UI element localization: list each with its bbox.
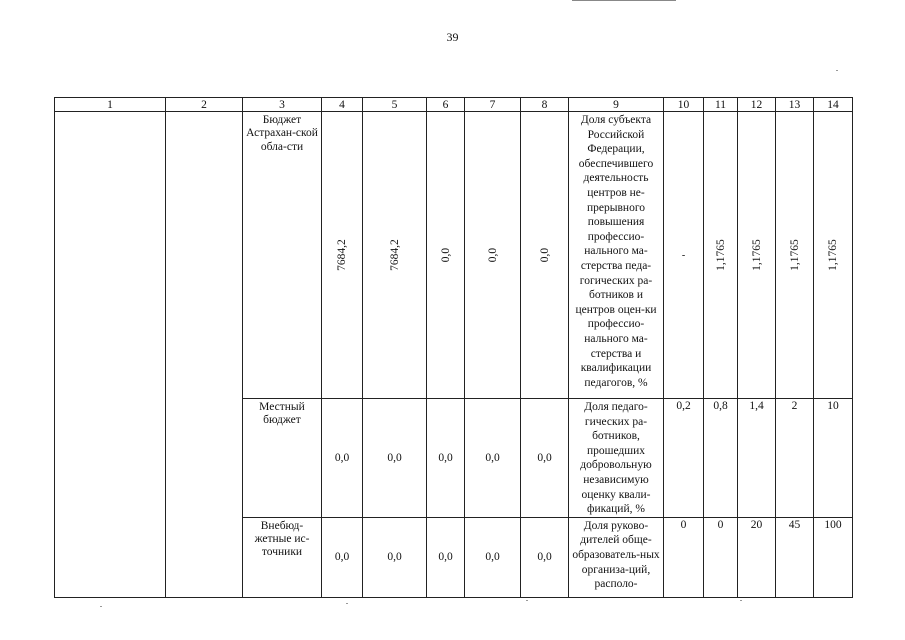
indicator-text: Доля педаго-гических ра-ботников, прошедших добровольную независимую оценку квали-фикаций, %: [569, 399, 664, 518]
col-header-11: 11: [704, 98, 738, 112]
value-c12: 1,4: [738, 399, 776, 518]
value-c10: 0: [664, 517, 704, 597]
scan-speck: [346, 603, 348, 604]
value-c13: 2: [776, 399, 814, 518]
value-c11: 1,1765: [714, 239, 727, 271]
cell-c12: [738, 112, 776, 399]
cell-col1: [55, 112, 166, 598]
col-header-13: 13: [776, 98, 814, 112]
scan-speck: [100, 606, 102, 607]
cell-c11: [704, 112, 738, 399]
value-c7: 0,0: [486, 247, 499, 263]
col-header-2: 2: [166, 98, 243, 112]
cell-c7: [465, 112, 521, 399]
scan-speck: [526, 600, 528, 601]
scan-speck: [836, 70, 838, 71]
indicator-text: Доля руково-дителей обще-образователь-ных организа-ций, располо-: [569, 517, 664, 597]
value-c4: 7684,2: [336, 239, 348, 271]
value-c5: 0,0: [363, 399, 427, 518]
value-c8: 0,0: [521, 399, 569, 518]
col-header-14: 14: [814, 98, 853, 112]
value-c5: 7684,2: [388, 239, 401, 271]
cell-col2: [166, 112, 243, 598]
table-row: [55, 112, 853, 399]
indicator-text: Доля субъекта Российской Федерации, обеспечившего деятельность центров не-прерывного повышения профессио-нального ма-стерства педа-гогических ра-ботников и центров оцен-ки профессио-нального ма-стерства и квалификации педагогов, %: [569, 112, 664, 399]
value-c8: 0,0: [521, 517, 569, 597]
value-c14: 1,1765: [827, 239, 839, 271]
col-header-12: 12: [738, 98, 776, 112]
value-c13: 45: [776, 517, 814, 597]
col-header-4: 4: [322, 98, 363, 112]
value-c7: 0,0: [465, 399, 521, 518]
funding-source: Внебюд-жетные ис-точники: [243, 517, 322, 597]
col-header-5: 5: [363, 98, 427, 112]
col-header-3: 3: [243, 98, 322, 112]
value-c6: 0,0: [427, 517, 465, 597]
cell-c4: [322, 112, 363, 399]
col-header-9: 9: [569, 98, 664, 112]
col-header-7: 7: [465, 98, 521, 112]
value-c13: 1,1765: [788, 239, 801, 271]
value-c11: 0: [704, 517, 738, 597]
value-c12: 1,1765: [750, 239, 763, 271]
funding-source: Местный бюджет: [243, 399, 322, 518]
value-c12: 20: [738, 517, 776, 597]
value-c14: 10: [814, 399, 853, 518]
col-header-1: 1: [55, 98, 166, 112]
value-c11: 0,8: [704, 399, 738, 518]
page-number: 39: [446, 30, 459, 44]
value-c4: 0,0: [322, 399, 363, 518]
scan-speck: [740, 600, 742, 601]
cell-c13: [776, 112, 814, 399]
value-c8: 0,0: [538, 247, 551, 263]
funding-source: Бюджет Астрахан-ской обла-сти: [243, 112, 322, 399]
col-header-8: 8: [521, 98, 569, 112]
value-c14: 100: [814, 517, 853, 597]
program-table: [54, 97, 853, 598]
cell-c6: [427, 112, 465, 399]
col-header-6: 6: [427, 98, 465, 112]
value-c6: 0,0: [427, 399, 465, 518]
cell-c14: [814, 112, 853, 399]
value-c10: -: [664, 112, 704, 399]
value-c10: 0,2: [664, 399, 704, 518]
col-header-10: 10: [664, 98, 704, 112]
header-row: [55, 98, 853, 112]
value-c6: 0,0: [439, 247, 452, 263]
value-c4: 0,0: [322, 517, 363, 597]
value-c7: 0,0: [465, 517, 521, 597]
cell-c8: [521, 112, 569, 399]
cell-c5: [363, 112, 427, 399]
top-rule: [572, 0, 676, 1]
value-c5: 0,0: [363, 517, 427, 597]
